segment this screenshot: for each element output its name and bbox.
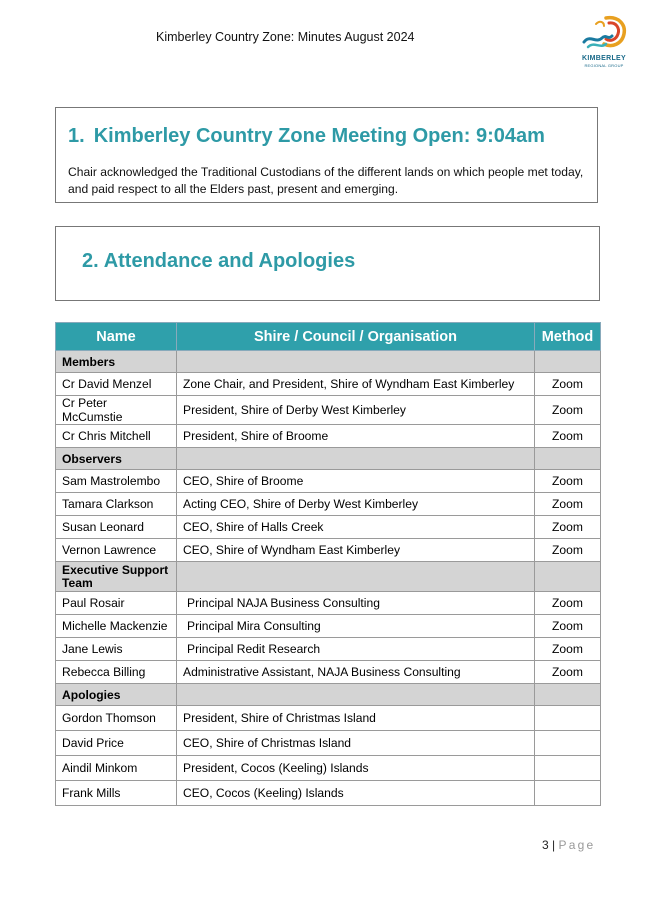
group-row-apologies <box>56 684 601 706</box>
cell-organisation: CEO, Shire of Christmas Island <box>177 731 535 756</box>
cell-method: Zoom <box>535 396 601 425</box>
logo-subtitle: REGIONAL GROUP <box>584 63 624 68</box>
cell-organisation: CEO, Shire of Halls Creek <box>177 516 535 539</box>
cell-organisation: CEO, Cocos (Keeling) Islands <box>177 781 535 806</box>
cell-method: Zoom <box>535 592 601 615</box>
cell-organisation: President, Shire of Derby West Kimberley <box>177 396 535 425</box>
table-row <box>56 615 601 638</box>
cell-name: Jane Lewis <box>56 638 177 661</box>
group-row-members <box>56 351 601 373</box>
document-header-title: Kimberley Country Zone: Minutes August 2024 <box>156 30 415 44</box>
cell-method: Zoom <box>535 373 601 396</box>
cell-name: Cr Chris Mitchell <box>56 425 177 448</box>
cell-method: Zoom <box>535 539 601 562</box>
kimberley-regional-group-logo <box>578 14 630 68</box>
cell-organisation: Acting CEO, Shire of Derby West Kimberley <box>177 493 535 516</box>
group-label: Observers <box>56 448 177 470</box>
cell-name: Gordon Thomson <box>56 706 177 731</box>
group-label: Executive Support Team <box>56 562 177 592</box>
table-row <box>56 756 601 781</box>
cell-organisation: CEO, Shire of Broome <box>177 470 535 493</box>
cell-name: Rebecca Billing <box>56 661 177 684</box>
table-row <box>56 781 601 806</box>
table-row <box>56 493 601 516</box>
cell-organisation: Principal Mira Consulting <box>177 615 535 638</box>
table-row <box>56 470 601 493</box>
table-row <box>56 592 601 615</box>
cell-method <box>535 706 601 731</box>
logo-wordmark: KIMBERLEY <box>582 55 626 62</box>
group-row-observers <box>56 448 601 470</box>
cell-name: Frank Mills <box>56 781 177 806</box>
cell-method: Zoom <box>535 638 601 661</box>
cell-name: Paul Rosair <box>56 592 177 615</box>
cell-method: Zoom <box>535 425 601 448</box>
cell-name: David Price <box>56 731 177 756</box>
cell-name: Sam Mastrolembo <box>56 470 177 493</box>
footer-separator: | <box>552 838 556 852</box>
page-number: 3 <box>542 838 549 852</box>
cell-method: Zoom <box>535 615 601 638</box>
cell-name: Susan Leonard <box>56 516 177 539</box>
section-1-title: Kimberley Country Zone Meeting Open: 9:04am <box>93 125 545 147</box>
cell-organisation: Administrative Assistant, NAJA Business Consulting <box>177 661 535 684</box>
cell-method <box>535 781 601 806</box>
cell-organisation: President, Shire of Broome <box>177 425 535 448</box>
table-row <box>56 373 601 396</box>
logo-swirl-icon <box>578 14 630 56</box>
cell-organisation: Principal Redit Research <box>177 638 535 661</box>
cell-organisation: CEO, Shire of Wyndham East Kimberley <box>177 539 535 562</box>
cell-organisation: Zone Chair, and President, Shire of Wyndham East Kimberley <box>177 373 535 396</box>
table-row <box>56 638 601 661</box>
cell-name: Cr Peter McCumstie <box>56 396 177 425</box>
cell-name: Michelle Mackenzie <box>56 615 177 638</box>
cell-method: Zoom <box>535 661 601 684</box>
column-header-organisation: Shire / Council / Organisation <box>177 323 535 351</box>
table-row <box>56 706 601 731</box>
table-row <box>56 661 601 684</box>
cell-method <box>535 756 601 781</box>
cell-organisation: President, Shire of Christmas Island <box>177 706 535 731</box>
section-1-heading <box>68 125 545 148</box>
cell-name: Tamara Clarkson <box>56 493 177 516</box>
table-row <box>56 731 601 756</box>
cell-name: Aindil Minkom <box>56 756 177 781</box>
cell-method: Zoom <box>535 516 601 539</box>
cell-name: Cr David Menzel <box>56 373 177 396</box>
table-row <box>56 516 601 539</box>
table-row <box>56 396 601 425</box>
cell-organisation: President, Cocos (Keeling) Islands <box>177 756 535 781</box>
cell-method: Zoom <box>535 493 601 516</box>
table-row <box>56 425 601 448</box>
section-meeting-open <box>55 107 598 203</box>
section-2-heading <box>82 250 355 273</box>
cell-organisation: Principal NAJA Business Consulting <box>177 592 535 615</box>
section-1-number: 1. <box>68 125 85 147</box>
page-label: Page <box>558 838 596 852</box>
column-header-method: Method <box>535 323 601 351</box>
attendance-table <box>55 322 601 806</box>
cell-name: Vernon Lawrence <box>56 539 177 562</box>
cell-method: Zoom <box>535 470 601 493</box>
section-attendance <box>55 226 600 301</box>
group-label: Apologies <box>56 684 177 706</box>
section-1-body: Chair acknowledged the Traditional Custodians of the different lands on which people met today, and paid respect to all the Elders past, present and emerging. <box>68 165 584 196</box>
cell-method <box>535 731 601 756</box>
table-header-row <box>56 323 601 351</box>
group-label: Members <box>56 351 177 373</box>
section-2-number: 2. <box>82 250 99 272</box>
group-row-executive-support <box>56 562 601 592</box>
column-header-name: Name <box>56 323 177 351</box>
page-footer <box>542 838 595 852</box>
table-row <box>56 539 601 562</box>
section-2-title: Attendance and Apologies <box>103 250 356 272</box>
